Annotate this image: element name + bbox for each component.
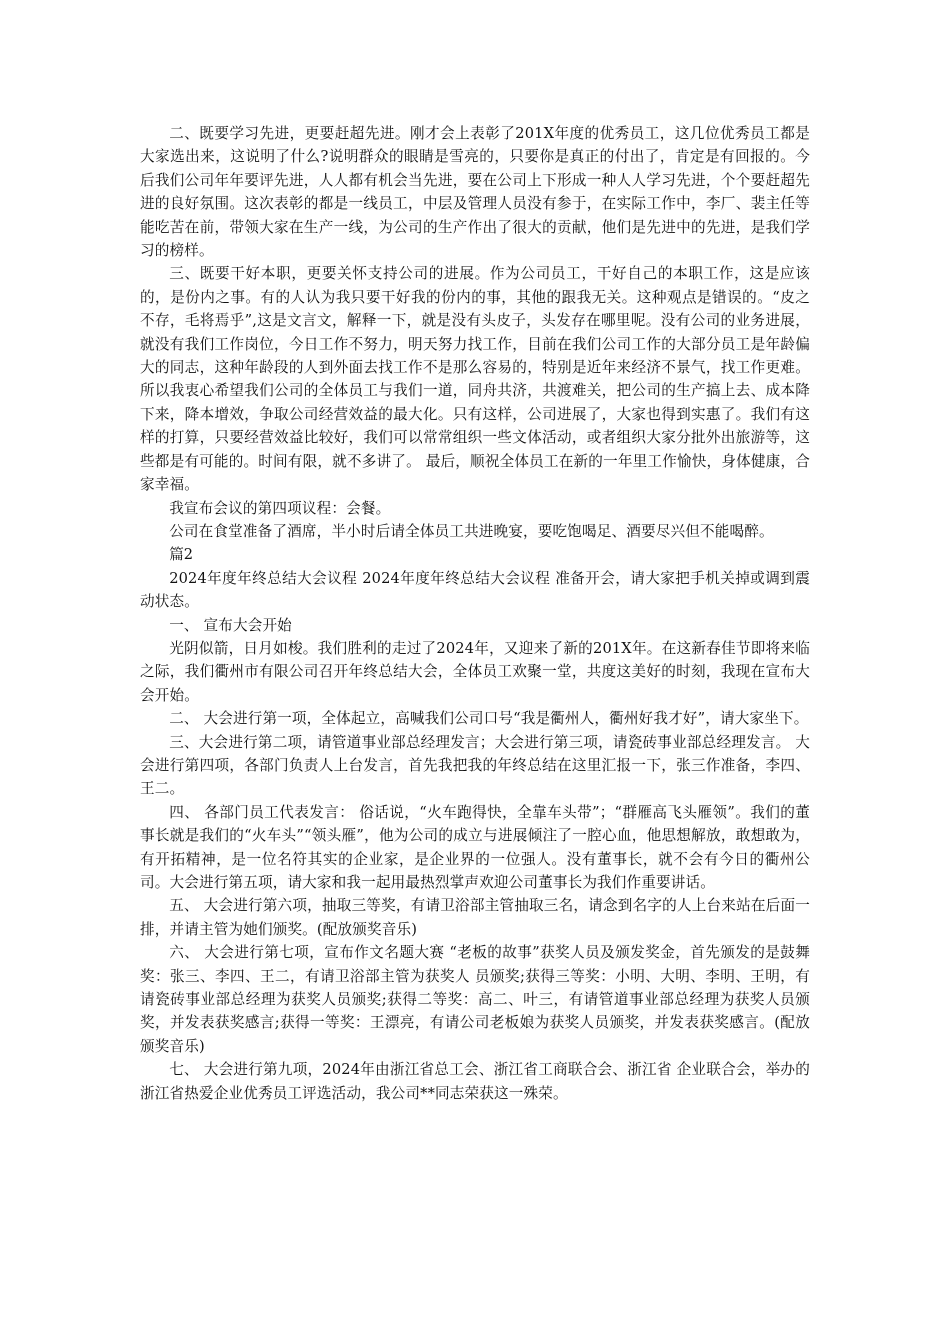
paragraph-2-learn-advanced: 二、既要学习先进，更要赶超先进。刚才会上表彰了201X年度的优秀员工，这几位优秀员工都是大家选出来，这说明了什么?说明群众的眼睛是雪亮的，只要你是真正的付出了，肯定是有回报的。今后我们公司年年要评先进，人人都有机会当先进，要在公司上下形成一种人人学习先进，个个要赶超先进的良好氛围。这次表彰的都是一线员工，中层及管理人员没有参于，在实际工作中，李厂、裴主任等能吃苦在前，带领大家在生产一线，为公司的生产作出了很大的贡献，他们是先进中的先进，是我们学习的榜样。 (140, 125, 810, 260)
paragraph-item-4: 四、 各部门员工代表发言： 俗话说，“火车跑得快，全靠车头带”；“群雁高飞头雁领”。我们的董事长就是我们的“火车头”“领头雁”，他为公司的成立与进展倾注了一腔心血，他思想解放，敢想敢为，有开拓精神，是一位名符其实的企业家，是企业界的一位强人。没有董事长，就不会有今日的衢州公司。大会进行第五项，请大家和我一起用最热烈掌声欢迎公司董事长为我们作重要讲话。 (140, 803, 810, 891)
paragraph-3-do-job-well: 三、既要干好本职，更要关怀支持公司的进展。作为公司员工，干好自己的本职工作，这是应该的，是份内之事。有的人认为我只要干好我的份内的事，其他的跟我无关。这种观点是错误的。“皮之不存，毛将焉乎”,这是文言文，解释一下，就是没有头皮子，头发存在哪里呢。没有公司的业务进展，就没有我们工作岗位，今日工作不努力，明天努力找工作，目前在我们公司工作的大部分员工是年龄偏大的同志，这种年龄段的人到外面去找工作不是那么容易的，特别是近年来经济不景气，找工作更难。所以我衷心希望我们公司的全体员工与我们一道，同舟共济，共渡难关，把公司的生产搞上去、成本降下来，降本增效，争取公司经营效益的最大化。只有这样，公司进展了，大家也得到实惠了。我们有这样的打算，只要经营效益比较好，我们可以常常组织一些文体活动，或者组织大家分批外出旅游等，这些都是有可能的。时间有限，就不多讲了。 最后，顺祝全体员工在新的一年里工作愉快，身体健康，合家幸福。 (140, 265, 810, 494)
paragraph-item-3: 三、大会进行第二项，请管道事业部总经理发言；大会进行第三项，请瓷砖事业部总经理发言。 大会进行第四项，各部门负责人上台发言，首先我把我的年终总结在这里汇报一下，张三作准备，李四、王二。 (140, 733, 810, 798)
paragraph-meeting-agenda: 2024年度年终总结大会议程 2024年度年终总结大会议程 准备开会，请大家把手机关掉或调到震动状态。 (140, 569, 810, 611)
paragraph-opening: 光阴似箭，日月如梭。我们胜利的走过了2024年，又迎来了新的201X年。在这新春佳节即将来临之际，我们衢州市有限公司召开年终总结大会，全体员工欢聚一堂，共度这美好的时刻，我现在宣布大会开始。 (140, 639, 810, 704)
paragraph-item-6: 六、 大会进行第七项，宣布作文名题大赛 “老板的故事”获奖人员及颁发奖金，首先颁发的是鼓舞奖：张三、李四、王二，有请卫浴部主管为获奖人 员颁奖;获得三等奖：小明、大明、李明、王明，有请瓷砖事业部总经理为获奖人员颁奖;获得二等奖：高二、叶三，有请管道事业部总经理为获奖人员颁奖，并发表获奖感言;获得一等奖：王漂亮，有请公司老板娘为获奖人员颁奖，并发表获奖感言。(配放颁奖音乐) (140, 944, 810, 1055)
paragraph-dinner-notice: 公司在食堂准备了酒席，半小时后请全体员工共进晚宴，要吃饱喝足、酒要尽兴但不能喝醉。 (169, 522, 774, 540)
paragraph-item-1: 一、 宣布大会开始 (169, 616, 292, 634)
paragraph-item-5: 五、 大会进行第六项，抽取三等奖，有请卫浴部主管抽取三名，请念到名字的人上台来站在后面一排，并请主管为她们颁奖。(配放颁奖音乐) (140, 897, 810, 938)
paragraph-item-7: 七、 大会进行第九项，2024年由浙江省总工会、浙江省工商联合会、浙江省 企业联合会，举办的浙江省热爱企业优秀员工评选活动，我公司**同志荣获这一殊荣。 (140, 1061, 810, 1102)
section-heading: 篇2 (169, 546, 194, 564)
paragraph-item-2: 二、 大会进行第一项，全体起立，高喊我们公司口号“我是衢州人，衢州好我才好”，请大家坐下。 (169, 710, 809, 728)
paragraph-agenda-dinner: 我宣布会议的第四项议程：会餐。 (169, 499, 391, 517)
